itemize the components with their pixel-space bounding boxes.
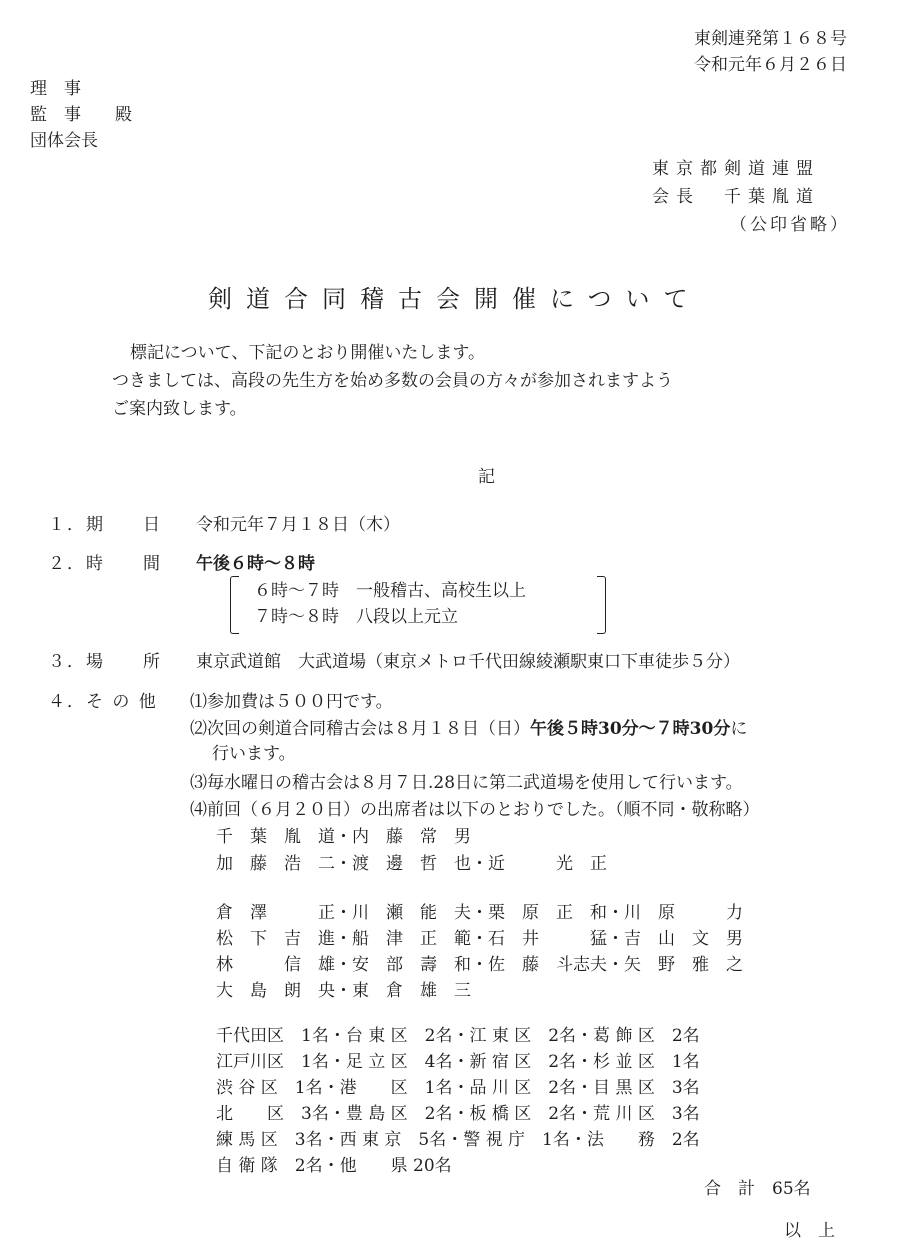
sender-organization: 東京都剣道連盟 xyxy=(652,159,820,179)
ward-row: 千代田区 1名・台 東 区 2名・江 東 区 2名・葛 飾 区 2名 xyxy=(216,1026,700,1046)
ki-heading: 記 xyxy=(478,467,495,487)
addressee-line-2: 監 事 殿 xyxy=(30,105,132,125)
attendee-row: 倉 澤 正・川 瀬 能 夫・栗 原 正 和・川 原 力 xyxy=(216,903,743,923)
document-date: 令和元年６月２６日 xyxy=(694,55,847,75)
addressee-line-3: 団体会長 xyxy=(30,131,98,151)
page-title: 剣道合同稽古会開催について xyxy=(208,285,702,313)
body-line-2: つきましては、高段の先生方を始め多数の会員の方々が参加されますよう xyxy=(112,371,673,391)
body-line-3: ご案内致します。 xyxy=(112,399,247,419)
sender-president: 会長 千葉胤道 xyxy=(652,187,820,207)
item-date-value: 令和元年７月１８日（木） xyxy=(196,515,400,535)
ward-row: 練 馬 区 3名・西 東 京 5名・警 視 庁 1名・法 務 2名 xyxy=(216,1130,700,1150)
ward-row: 北 区 3名・豊 島 区 2名・板 橋 区 2名・荒 川 区 3名 xyxy=(216,1104,700,1124)
time-detail-1: ６時～７時 一般稽古、高校生以上 xyxy=(254,581,526,601)
attendee-row: 加 藤 浩 二・渡 邊 哲 也・近 光 正 xyxy=(216,854,607,874)
ward-row: 自 衛 隊 2名・他 県 20名 xyxy=(216,1156,452,1176)
attendee-row: 林 信 雄・安 部 壽 和・佐 藤 斗志夫・矢 野 雅 之 xyxy=(216,955,743,975)
item-other-label: ４．そ の 他 xyxy=(48,692,158,712)
ward-row: 江戸川区 1名・足 立 区 4名・新 宿 区 2名・杉 並 区 1名 xyxy=(216,1052,700,1072)
attendee-row: 松 下 吉 進・船 津 正 範・石 井 猛・吉 山 文 男 xyxy=(216,929,743,949)
other-note-2 xyxy=(190,720,747,740)
closing-mark: 以 上 xyxy=(784,1221,835,1241)
body-line-1: 標記について、下記のとおり開催いたします。 xyxy=(130,343,485,363)
other-note-2-continued: 行います。 xyxy=(212,744,296,764)
other-note-2-time: 午後５時30分～７時30分 xyxy=(530,719,731,739)
other-note-4: ⑷前回（６月２０日）の出席者は以下のとおりでした。（順不同・敬称略） xyxy=(190,800,760,820)
item-date-label: １．期 日 xyxy=(48,515,162,535)
ward-row: 渋 谷 区 1名・港 区 1名・品 川 区 2名・目 黒 区 3名 xyxy=(216,1078,700,1098)
seal-note: （公印省略） xyxy=(730,215,850,235)
time-detail-2: ７時～８時 八段以上元立 xyxy=(254,607,458,627)
attendee-row: 千 葉 胤 道・内 藤 常 男 xyxy=(216,827,471,847)
addressee-line-1: 理 事 xyxy=(30,79,81,99)
document-number: 東剣連発第１６８号 xyxy=(694,29,847,49)
item-time-label: ２．時 間 xyxy=(48,554,162,574)
other-note-2-text: ⑵次回の剣道合同稽古会は８月１８日（日） xyxy=(190,719,530,739)
other-note-2-suffix: に xyxy=(730,719,748,739)
attendee-row: 大 島 朗 央・東 倉 雄 三 xyxy=(216,981,471,1001)
item-place-label: ３．場 所 xyxy=(48,652,162,672)
other-note-3: ⑶毎水曜日の稽古会は８月７日.28日に第二武道場を使用して行います。 xyxy=(190,773,743,793)
other-note-1: ⑴参加費は５００円です。 xyxy=(190,692,393,712)
total-count: 合 計 65名 xyxy=(704,1179,811,1199)
item-place-value: 東京武道館 大武道場（東京メトロ千代田線綾瀬駅東口下車徒歩５分） xyxy=(196,652,740,672)
item-time-value: 午後６時～８時 xyxy=(196,554,315,574)
